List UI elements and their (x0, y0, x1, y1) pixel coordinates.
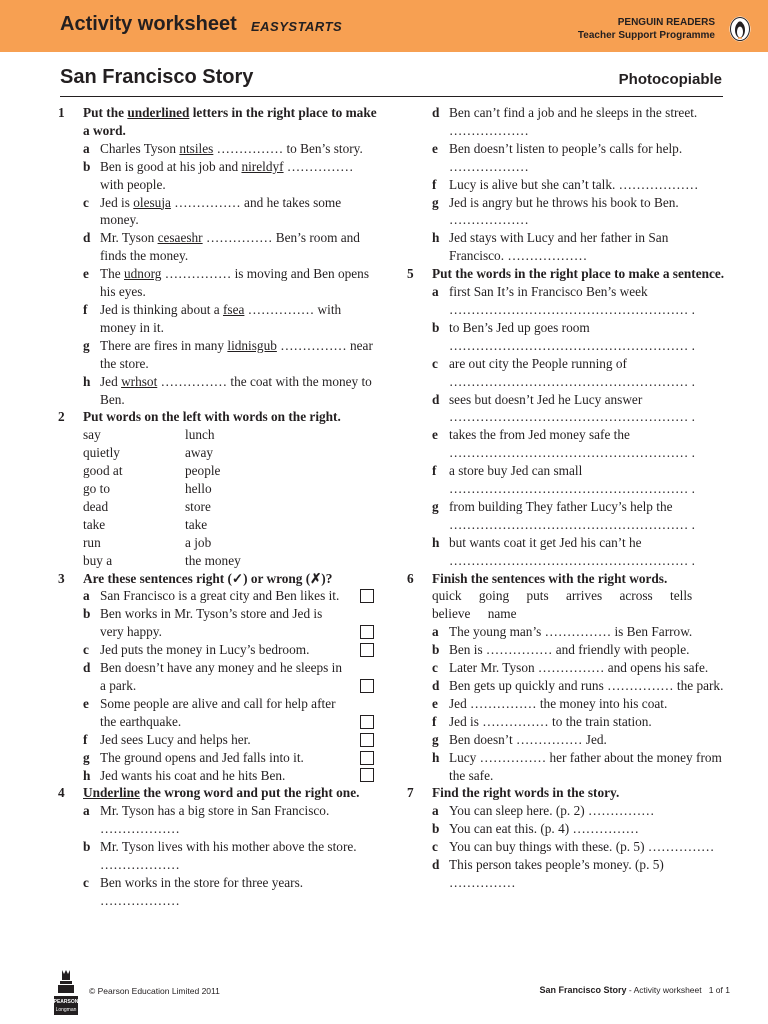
scrambled-word: fsea (222, 301, 245, 317)
worksheet-title: Activity worksheet (60, 13, 237, 35)
right-word: store (185, 498, 211, 514)
list-item: f Jed sees Lucy and helps her. (83, 731, 378, 749)
copyright-notice: © Pearson Education Limited 2011 (89, 986, 220, 996)
scrambled-word: olesuja (133, 194, 171, 210)
question-instruction: Underline the wrong word and put the right one. (83, 785, 360, 801)
left-word: go to (83, 481, 110, 497)
list-item: c Jed puts the money in Lucy’s bedroom. (83, 641, 378, 659)
answer-checkbox[interactable] (360, 733, 374, 747)
list-item: d This person takes people’s money. (p. 5) …………… (432, 857, 664, 890)
list-item: e Ben doesn’t listen to people’s calls for help. ……………… (432, 140, 683, 174)
scrambled-word: lidnisgub (227, 337, 277, 353)
question-4 (58, 784, 378, 909)
svg-text:PEARSON: PEARSON (53, 999, 79, 1005)
list-item: a Charles Tyson ntsiles …………… to Ben’s story. (83, 140, 363, 156)
list-item: h but wants coat it get Jed his can’t he ……………………………………………… . (432, 534, 725, 570)
scrambled-word: wrhsot (121, 373, 158, 389)
answer-checkbox[interactable] (360, 751, 374, 765)
word-match-table (83, 426, 378, 569)
scrambled-word: nireldyf (241, 158, 284, 174)
question-number: 5 (407, 266, 414, 282)
right-column (407, 104, 725, 892)
left-word: say (83, 427, 101, 443)
list-item: h Lucy …………… her father about the money from the safe. (432, 749, 722, 783)
list-item: a San Francisco is a great city and Ben likes it. (83, 587, 378, 605)
page-number: 1 of 1 (708, 985, 730, 995)
question-instruction: Are these sentences right (✓) or wrong (✗)? (83, 570, 333, 586)
list-item: e The udnorg …………… is moving and Ben opens his eyes. (83, 266, 370, 300)
question-number: 7 (407, 785, 414, 801)
photocopiable-label: Photocopiable (618, 71, 722, 88)
question-2 (58, 408, 378, 569)
list-item: b Ben works in Mr. Tyson’s store and Jed is very happy. (83, 605, 378, 641)
answer-line: ……………………………………………… . (449, 409, 695, 425)
left-column (58, 104, 378, 910)
list-item: c are out city the People running of ……………………………………………… . (432, 355, 725, 391)
list-item: b Mr. Tyson lives with his mother above the store. ……………… (83, 839, 357, 873)
list-item: h Jed stays with Lucy and her father in San Francisco. ……………… (432, 230, 669, 264)
list-item: b You can eat this. (p. 4) …………… (432, 821, 639, 837)
list-item: c You can buy things with these. (p. 5) …………… (432, 839, 715, 855)
answer-checkbox[interactable] (360, 625, 374, 639)
list-item: e Jed …………… the money into his coat. (432, 695, 668, 711)
list-item: a Mr. Tyson has a big store in San Francisco. ……………… (83, 803, 330, 837)
list-item: e Some people are alive and call for help after the earthquake. (83, 695, 378, 731)
question-instruction: Put words on the left with words on the right. (83, 409, 341, 425)
publisher-programme: Teacher Support Programme (577, 30, 715, 41)
question-6 (407, 570, 725, 785)
list-item: g Ben doesn’t …………… Jed. (432, 731, 607, 747)
left-word: quietly (83, 445, 120, 461)
list-item: d Ben gets up quickly and runs …………… the park. (432, 678, 724, 693)
answer-line: ……………………………………………… . (449, 552, 695, 568)
right-word: a job (185, 534, 212, 550)
pearson-longman-logo-icon (53, 967, 79, 1017)
question-instruction: Find the right words in the story. (432, 785, 620, 801)
answer-checkbox[interactable] (360, 715, 374, 729)
list-item: e takes the from Jed money safe the ……………………………………………… . (432, 426, 725, 462)
list-item: b to Ben’s Jed up goes room ……………………………………………… . (432, 319, 725, 355)
footer-page-info: San Francisco Story - Activity worksheet 1 of 1 (539, 985, 730, 995)
answer-checkbox[interactable] (360, 643, 374, 657)
list-item: a You can sleep here. (p. 2) …………… (432, 803, 655, 819)
answer-checkbox[interactable] (360, 589, 374, 603)
scrambled-word: cesaeshr (157, 230, 203, 246)
left-word: take (83, 516, 106, 532)
list-item: c Later Mr. Tyson …………… and opens his safe. (432, 660, 709, 676)
right-word: the money (185, 552, 241, 568)
answer-line: ……………………………………………… . (449, 481, 695, 497)
header-band (0, 0, 768, 52)
scrambled-word: ntsiles (179, 140, 214, 156)
story-title: San Francisco Story (60, 66, 254, 88)
right-word: away (185, 445, 214, 461)
question-7 (407, 784, 725, 891)
scrambled-word: udnorg (124, 266, 162, 282)
list-item: c Ben works in the store for three years. ……………… (83, 874, 304, 908)
list-item: d sees but doesn’t Jed he Lucy answer ……………………………………………… . (432, 391, 725, 427)
question-4-continued (407, 104, 725, 265)
answer-checkbox[interactable] (360, 768, 374, 782)
list-item: d Mr. Tyson cesaeshr …………… Ben’s room and finds the money. (83, 230, 360, 264)
list-item: h Jed wrhsot …………… the coat with the money to Ben. (83, 373, 372, 407)
answer-checkbox[interactable] (360, 679, 374, 693)
question-instruction: Finish the sentences with the right words. (432, 570, 668, 586)
right-word: people (185, 463, 221, 479)
answer-line: ……………………………………………… . (449, 373, 695, 389)
question-instruction: Put the words in the right place to make a sentence. (432, 266, 725, 282)
word-bank: quick going puts arrives across tells believe name (432, 588, 693, 622)
left-word: run (83, 534, 101, 550)
right-word: take (185, 516, 208, 532)
question-5 (407, 265, 725, 569)
publisher-name: PENGUIN READERS (617, 17, 715, 28)
left-word: buy a (83, 552, 113, 568)
list-item: f Jed is …………… to the train station. (432, 713, 652, 729)
left-word: good at (83, 463, 123, 479)
list-item: f Lucy is alive but she can’t talk. ……………… (432, 176, 699, 192)
question-1 (58, 104, 378, 408)
list-item: g Jed is angry but he throws his book to Ben. ……………… (432, 194, 679, 228)
list-item: b Ben is good at his job and nireldyf …………… with people. (83, 158, 354, 192)
list-item: f Jed is thinking about a fsea …………… with money in it. (83, 301, 342, 335)
question-number: 3 (58, 570, 65, 586)
list-item: a The young man’s …………… is Ben Farrow. (432, 624, 693, 640)
question-number: 2 (58, 409, 65, 425)
list-item: d Ben doesn’t have any money and he sleeps in a park. (83, 659, 378, 695)
level-label: EASYSTARTS (251, 19, 343, 34)
list-item: b Ben is …………… and friendly with people. (432, 642, 690, 658)
list-item: g There are fires in many lidnisgub …………… near the store. (83, 337, 373, 371)
answer-line: ……………………………………………… . (449, 516, 695, 532)
list-item: a first San It’s in Francisco Ben’s week ……………………………………………… . (432, 283, 725, 319)
answer-line: ……………………………………………… . (449, 301, 695, 317)
question-instruction: Put the underlined letters in the right place to make a word. (83, 105, 377, 138)
penguin-logo-icon (729, 16, 751, 42)
list-item: g The ground opens and Jed falls into it. (83, 749, 378, 767)
question-3 (58, 570, 378, 785)
left-word: dead (83, 498, 109, 514)
question-number: 6 (407, 570, 414, 586)
right-word: lunch (185, 427, 215, 443)
list-item: g from building They father Lucy’s help the ……………………………………………… . (432, 498, 725, 534)
list-item: d Ben can’t find a job and he sleeps in the street. ……………… (432, 105, 698, 138)
list-item: h Jed wants his coat and he hits Ben. (83, 767, 378, 785)
question-number: 1 (58, 105, 65, 120)
list-item: f a store buy Jed can small ……………………………………………… . (432, 462, 725, 498)
right-word: hello (185, 481, 212, 497)
svg-text:Longman: Longman (55, 1007, 77, 1013)
answer-line: ……………………………………………… . (449, 337, 695, 353)
list-item: c Jed is olesuja …………… and he takes some money. (83, 194, 342, 228)
answer-line: ……………………………………………… . (449, 445, 695, 461)
question-number: 4 (58, 785, 65, 801)
title-divider (60, 96, 723, 97)
